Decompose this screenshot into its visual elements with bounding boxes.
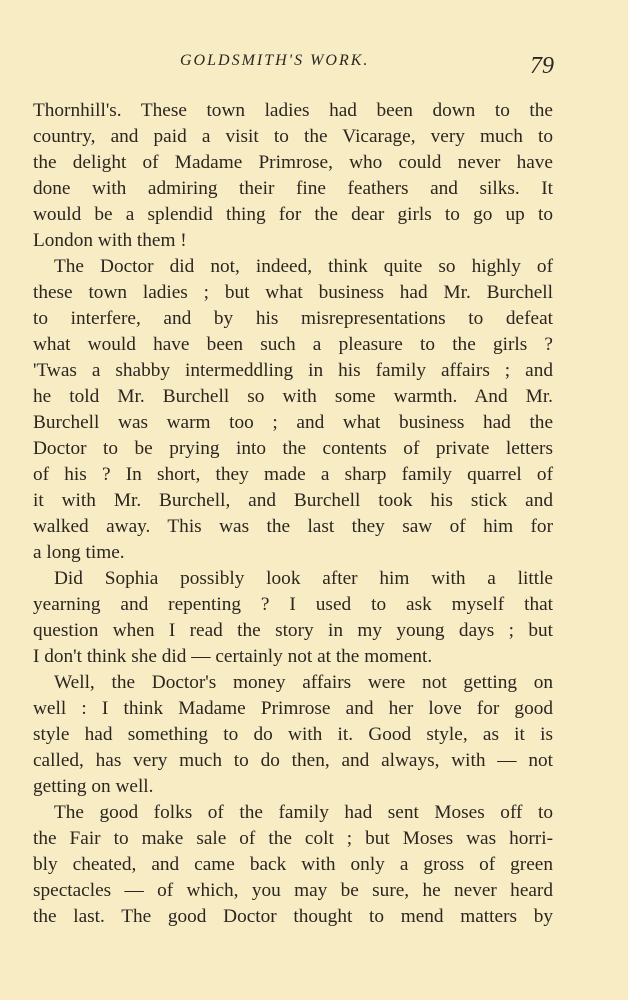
text-line: The Doctor did not, indeed, think quite so highly of [54, 256, 553, 277]
text-line: question when I read the story in my young days ; but [33, 620, 553, 641]
text-line: to interfere, and by his misrepresentations to defeat [33, 308, 553, 329]
text-line: the last. The good Doctor thought to mend matters by [33, 906, 553, 927]
text-line: what would have been such a pleasure to the girls ? [33, 334, 553, 355]
text-line: would be a splendid thing for the dear girls to go up to [33, 204, 553, 225]
text-line: Well, the Doctor's money affairs were not getting on [54, 672, 553, 693]
text-line: Doctor to be prying into the contents of private letters [33, 438, 553, 459]
text-line: style had something to do with it. Good style, as it is [33, 724, 553, 745]
text-line: a long time. [33, 542, 125, 563]
text-line: of his ? In short, they made a sharp family quarrel of [33, 464, 553, 485]
text-line: bly cheated, and came back with only a gross of green [33, 854, 553, 875]
text-line: yearning and repenting ? I used to ask myself that [33, 594, 553, 615]
text-line: these town ladies ; but what business had Mr. Burchell [33, 282, 553, 303]
text-line: he told Mr. Burchell so with some warmth. And Mr. [33, 386, 553, 407]
text-line: well : I think Madame Primrose and her love for good [33, 698, 553, 719]
text-line: spectacles — of which, you may be sure, he never heard [33, 880, 553, 901]
text-line: I don't think she did — certainly not at the moment. [33, 646, 433, 667]
text-line: done with admiring their fine feathers and silks. It [33, 178, 553, 199]
text-line: the delight of Madame Primrose, who could never have [33, 152, 553, 173]
text-line: getting on well. [33, 776, 154, 797]
text-line: called, has very much to do then, and always, with — not [33, 750, 553, 771]
text-line: Thornhill's. These town ladies had been down to the [33, 100, 553, 121]
page-number: 79 [530, 53, 554, 79]
running-head: GOLDSMITH'S WORK. [180, 52, 370, 69]
text-line: it with Mr. Burchell, and Burchell took his stick and [33, 490, 553, 511]
text-line: The good folks of the family had sent Moses off to [54, 802, 553, 823]
text-line: 'Twas a shabby intermeddling in his family affairs ; and [33, 360, 553, 381]
text-line: walked away. This was the last they saw of him for [33, 516, 553, 537]
text-line: the Fair to make sale of the colt ; but Moses was horri- [33, 828, 553, 849]
text-line: country, and paid a visit to the Vicarage, very much to [33, 126, 553, 147]
text-line: Burchell was warm too ; and what business had the [33, 412, 553, 433]
text-line: Did Sophia possibly look after him with a little [54, 568, 553, 589]
text-line: London with them ! [33, 230, 187, 251]
body-text [33, 98, 553, 930]
